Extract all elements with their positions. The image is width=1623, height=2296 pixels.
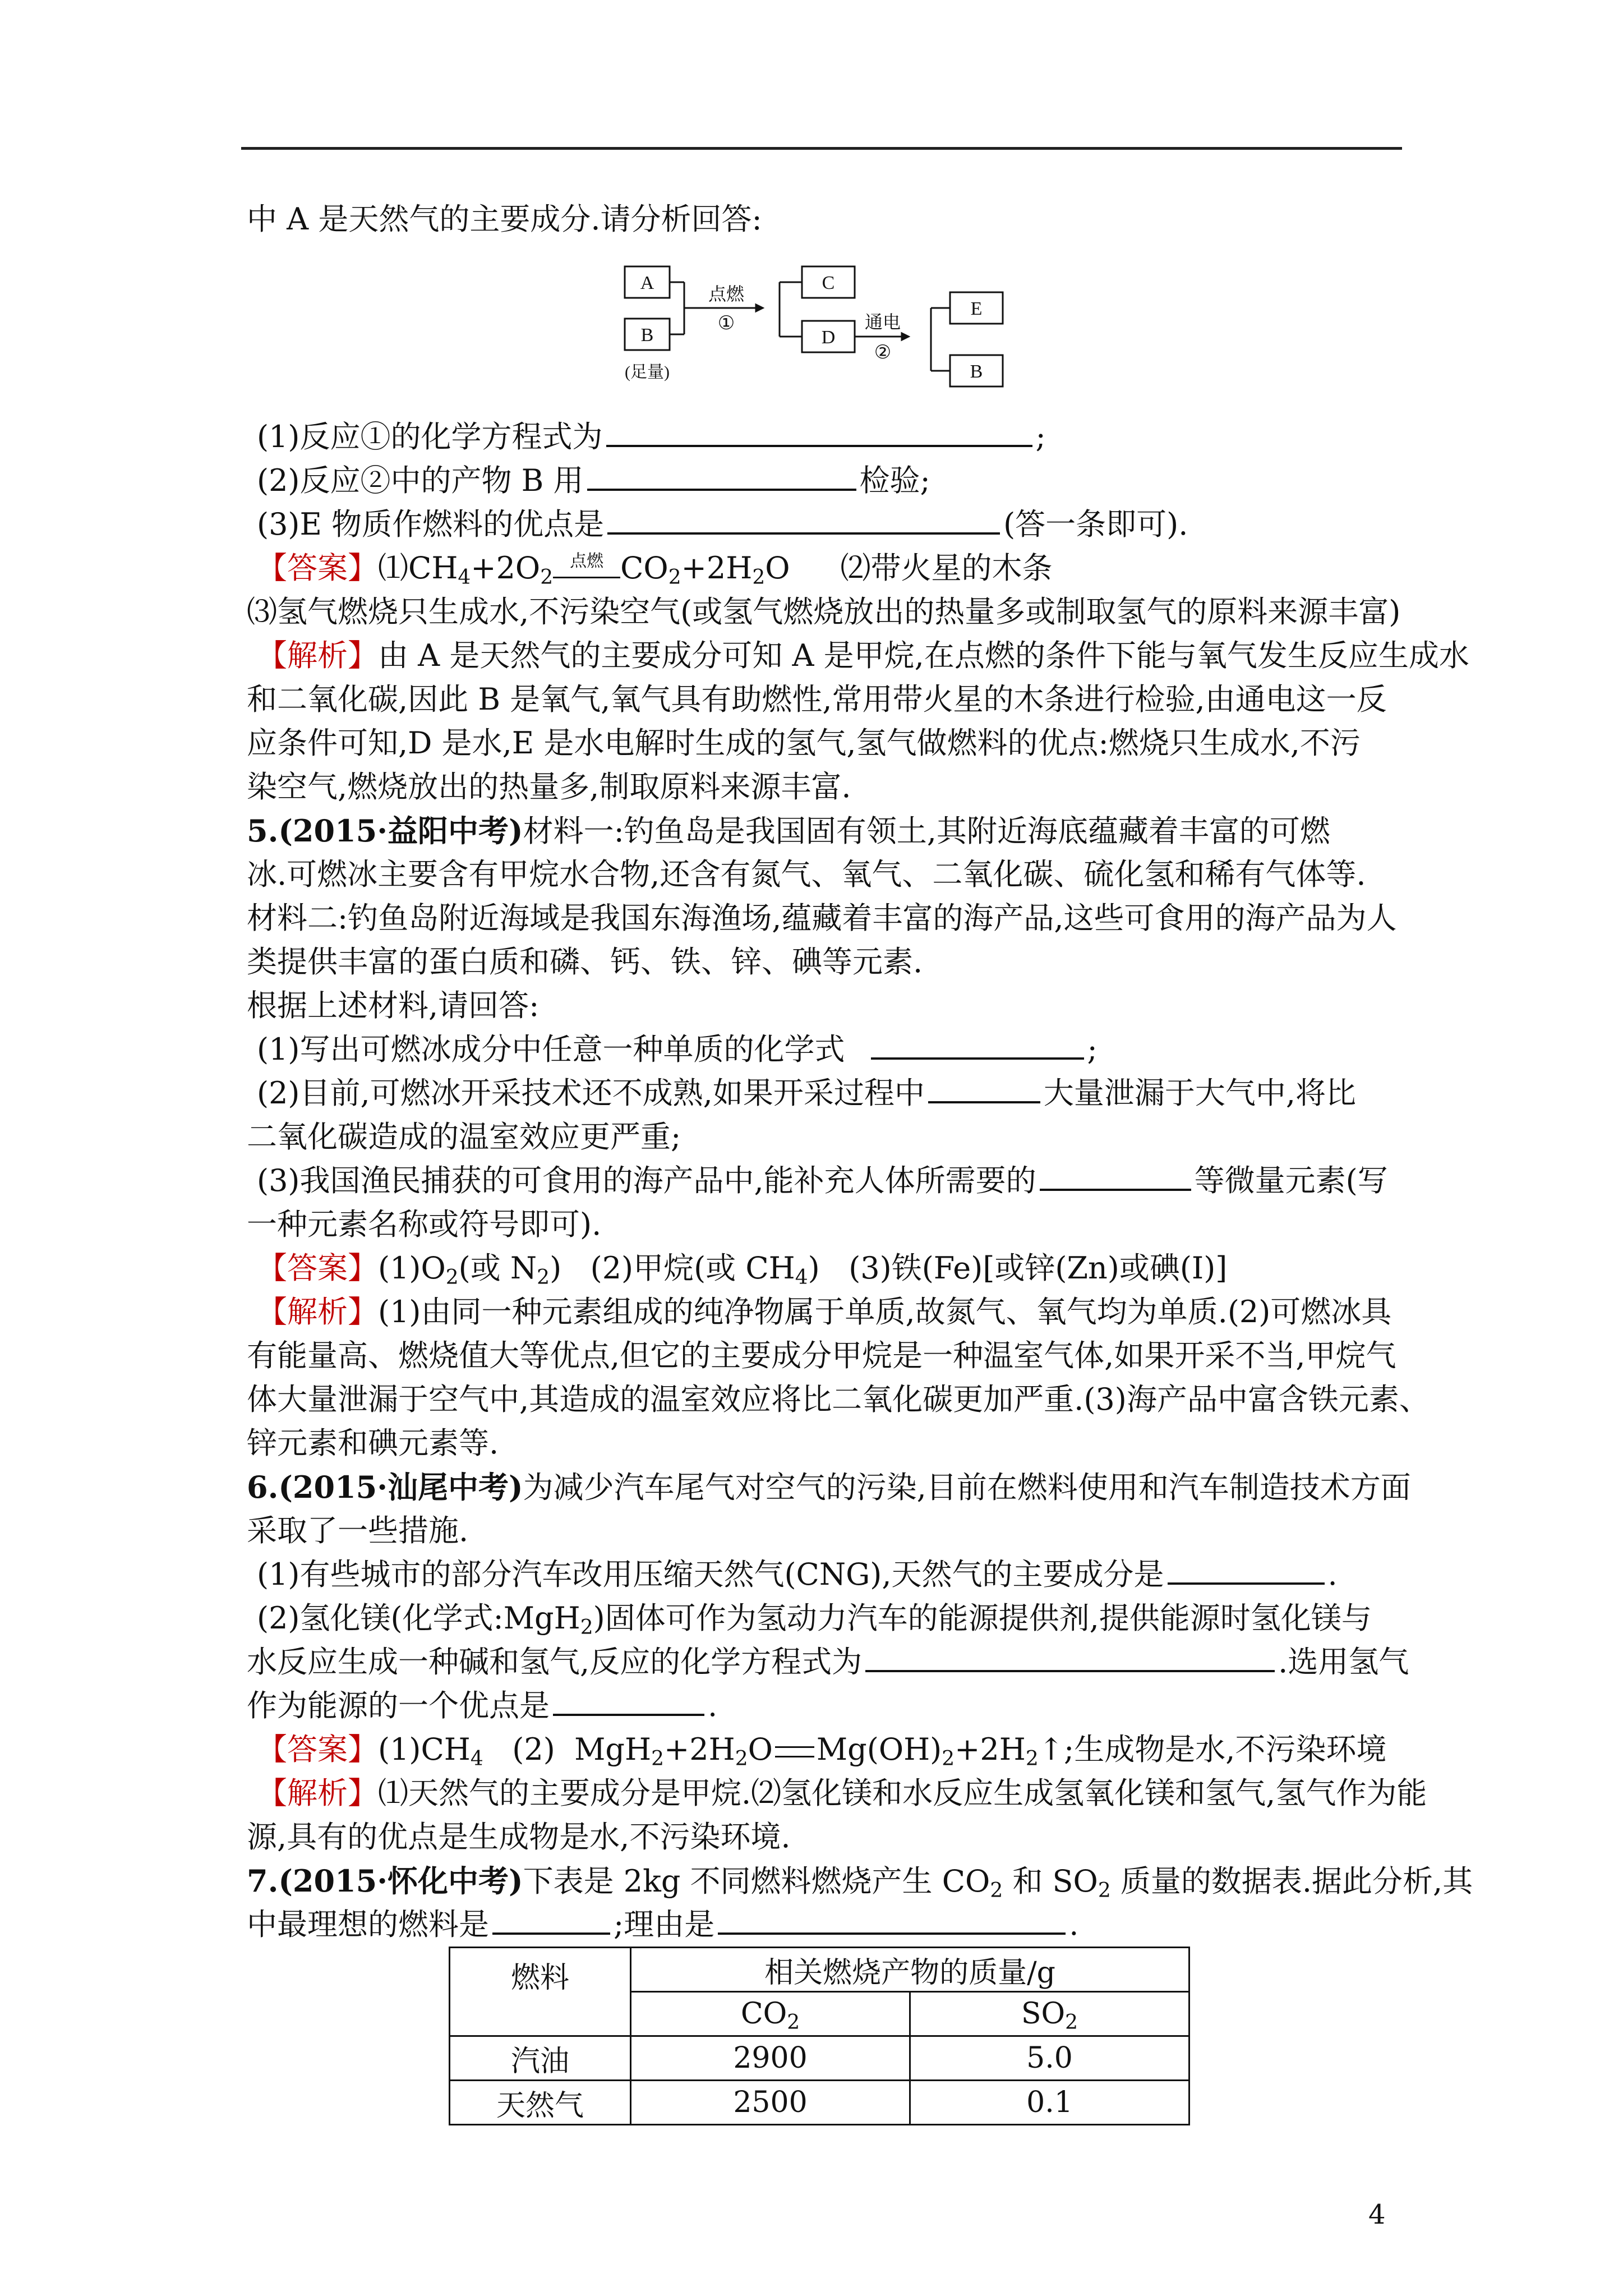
answer-tag: 【答案】 <box>257 550 378 586</box>
q5-explanation-4: 锌元素和碘元素等. <box>247 1425 499 1461</box>
q6-part-2-cont2: 作为能源的一个优点是 . <box>247 1684 717 1728</box>
q4-part-2: (2)反应②中的产物 B 用 检验; <box>257 459 930 503</box>
q4-answer-3: ⑶氢气燃烧只生成水,不污染空气(或氢气燃烧放出的热量多或制取氢气的原料来源丰富) <box>247 594 1401 629</box>
q6-blank-3[interactable] <box>553 1685 704 1716</box>
box-e-label: E <box>970 298 983 319</box>
q6-explanation-2: 源,具有的优点是生成物是水,不污染环境. <box>247 1819 791 1855</box>
q6-part-1: (1)有些城市的部分汽车改用压缩天然气(CNG),天然气的主要成分是 . <box>257 1553 1338 1596</box>
q4-blank-1[interactable] <box>606 416 1032 447</box>
q5-stem-1: 5.(2015·益阳中考)材料一:钓鱼岛是我国固有领土,其附近海底蕴藏着丰富的可燃 <box>247 813 1330 849</box>
condition-electrify: 通电 <box>864 312 901 332</box>
q4-blank-3[interactable] <box>607 503 1000 535</box>
q6-heading: 6.(2015·汕尾中考) <box>247 1469 523 1505</box>
q7-blank-1[interactable] <box>492 1903 610 1935</box>
q5-part-3-cont: 一种元素名称或符号即可). <box>247 1207 602 1242</box>
q6-answer: 【答案】$(1)CH_4$ (2) $MgH_2+2H_2O$ $Mg(OH)_2+2H_2↑$;生成物是水,不污染环境 <box>257 1732 1387 1770</box>
q5-part-2: (2)目前,可燃冰开采技术还不成熟,如果开采过程中 大量泄漏于大气中,将比 <box>257 1071 1356 1115</box>
reaction-diagram <box>617 255 1021 401</box>
q5-stem-3: 材料二:钓鱼岛附近海域是我国东海渔场,蕴藏着丰富的海产品,这些可食用的海产品为人 <box>247 900 1397 936</box>
q6-stem-2: 采取了一些措施. <box>247 1513 469 1548</box>
q7-blank-2[interactable] <box>718 1903 1066 1935</box>
table-cell-fuel: 汽油 <box>450 2036 631 2081</box>
box-b-label: B <box>640 325 654 346</box>
table-row <box>450 2081 1189 2125</box>
q5-stem-4: 类提供丰富的蛋白质和磷、钙、铁、锌、碘等元素. <box>247 944 923 979</box>
q6-blank-1[interactable] <box>1168 1553 1325 1585</box>
table-header-co2: $CO_2$ <box>631 1992 910 2036</box>
condition-ignite: 点燃 <box>708 284 745 304</box>
box-b-note: (足量) <box>625 363 670 381</box>
q4-part-1: (1)反应①的化学方程式为 ; <box>257 415 1046 459</box>
explanation-tag: 【解析】 <box>257 1294 378 1329</box>
q5-blank-3[interactable] <box>1040 1159 1191 1191</box>
q4-part-3: (3)E 物质作燃料的优点是 (答一条即可). <box>257 503 1188 546</box>
q6-stem-1: 6.(2015·汕尾中考)为减少汽车尾气对空气的污染,目前在燃料使用和汽车制造技术方面 <box>247 1469 1411 1505</box>
q6-part-2-cont: 水反应生成一种碱和氢气,反应的化学方程式为 .选用氢气 <box>247 1640 1409 1684</box>
answer-tag: 【答案】 <box>257 1732 378 1767</box>
fuel-data-table <box>449 1947 1190 2125</box>
q7-stem-2: 中最理想的燃料是 ;理由是 . <box>247 1903 1078 1947</box>
q6-part-2: (2)氢化镁(化学式:MgH$_2$)固体可作为氢动力汽车的能源提供剂,提供能源时氢化镁与 <box>257 1600 1372 1639</box>
q4-explanation-1: 【解析】由 A 是天然气的主要成分可知 A 是甲烷,在点燃的条件下能与氧气发生反应生成水 <box>257 638 1469 673</box>
q5-answer: 【答案】$(1)O_2$(或 $N_2$) (2)甲烷(或 $CH_4$) (3)铁(Fe)[或锌(Zn)或碘(I)] <box>257 1250 1228 1289</box>
table-cell-fuel: 天然气 <box>450 2081 631 2125</box>
q5-explanation-3: 体大量泄漏于空气中,其造成的温室效应将比二氧化碳更加严重.(3)海产品中富含铁元素、 <box>247 1382 1430 1417</box>
q4-explanation-2: 和二氧化碳,因此 B 是氧气,氧气具有助燃性,常用带火星的木条进行检验,由通电这一反 <box>247 682 1387 717</box>
table-header-mass: 相关燃烧产物的质量/g <box>631 1948 1189 1992</box>
q5-part-3: (3)我国渔民捕获的可食用的海产品中,能补充人体所需要的 等微量元素(写 <box>257 1159 1388 1203</box>
intro-line: 中 A 是天然气的主要成分.请分析回答: <box>247 201 762 237</box>
table-cell-co2: 2500 <box>631 2081 910 2125</box>
answer-tag: 【答案】 <box>257 1250 378 1286</box>
step-2-marker: ② <box>874 342 892 363</box>
q6-explanation-1: 【解析】⑴天然气的主要成分是甲烷.⑵氢化镁和水反应生成氢氧化镁和氢气,氢气作为能 <box>257 1775 1427 1811</box>
q5-heading: 5.(2015·益阳中考) <box>247 813 523 849</box>
box-a-label: A <box>640 273 654 293</box>
page-number: 4 <box>1368 2199 1386 2230</box>
q5-blank-1[interactable] <box>871 1028 1084 1060</box>
table-header-fuel: 燃料 <box>450 1948 631 2036</box>
q5-part-2-cont: 二氧化碳造成的温室效应更严重; <box>247 1119 681 1154</box>
table-cell-co2: 2900 <box>631 2036 910 2081</box>
table-header-so2: $SO_2$ <box>910 1992 1189 2036</box>
explanation-tag: 【解析】 <box>257 638 378 673</box>
q5-stem-5: 根据上述材料,请回答: <box>247 988 540 1023</box>
equals-sign <box>775 1746 814 1757</box>
reaction-condition: 点燃 <box>553 563 620 578</box>
header-rule <box>241 147 1402 150</box>
q5-explanation-1: 【解析】(1)由同一种元素组成的纯净物属于单质,故氮气、氧气均为单质.(2)可燃冰具 <box>257 1294 1392 1329</box>
q7-stem-1: 7.(2015·怀化中考)下表是 2kg 不同燃料燃烧产生 $CO_2$ 和 $SO_2$ 质量的数据表.据此分析,其 <box>247 1863 1473 1902</box>
box-c-label: C <box>822 273 835 293</box>
q7-heading: 7.(2015·怀化中考) <box>247 1863 523 1899</box>
q5-stem-2: 冰.可燃冰主要含有甲烷水合物,还含有氮气、氧气、二氧化碳、硫化氢和稀有气体等. <box>247 857 1366 892</box>
explanation-tag: 【解析】 <box>257 1775 378 1811</box>
box-b2-label: B <box>970 361 983 382</box>
table-row <box>450 2036 1189 2081</box>
q5-part-1: (1)写出可燃冰成分中任意一种单质的化学式 ; <box>257 1028 1098 1071</box>
q4-explanation-4: 染空气,燃烧放出的热量多,制取原料来源丰富. <box>247 769 851 804</box>
table-cell-so2: 5.0 <box>910 2036 1189 2081</box>
table-cell-so2: 0.1 <box>910 2081 1189 2125</box>
box-d-label: D <box>821 327 836 348</box>
q4-explanation-3: 应条件可知,D 是水,E 是水电解时生成的氢气,氢气做燃料的优点:燃烧只生成水,不污 <box>247 725 1361 761</box>
q5-blank-2[interactable] <box>928 1072 1040 1103</box>
q5-explanation-2: 有能量高、燃烧值大等优点,但它的主要成分甲烷是一种温室气体,如果开采不当,甲烷气 <box>247 1338 1396 1373</box>
q4-answer: 【答案】$⑴CH_4+2O_2$ 点燃 $CO_2+2H_2O$ ⑵带火星的木条 <box>257 550 1053 589</box>
q4-blank-2[interactable] <box>587 459 856 491</box>
q6-blank-2[interactable] <box>865 1641 1275 1672</box>
step-1-marker: ① <box>717 313 735 334</box>
